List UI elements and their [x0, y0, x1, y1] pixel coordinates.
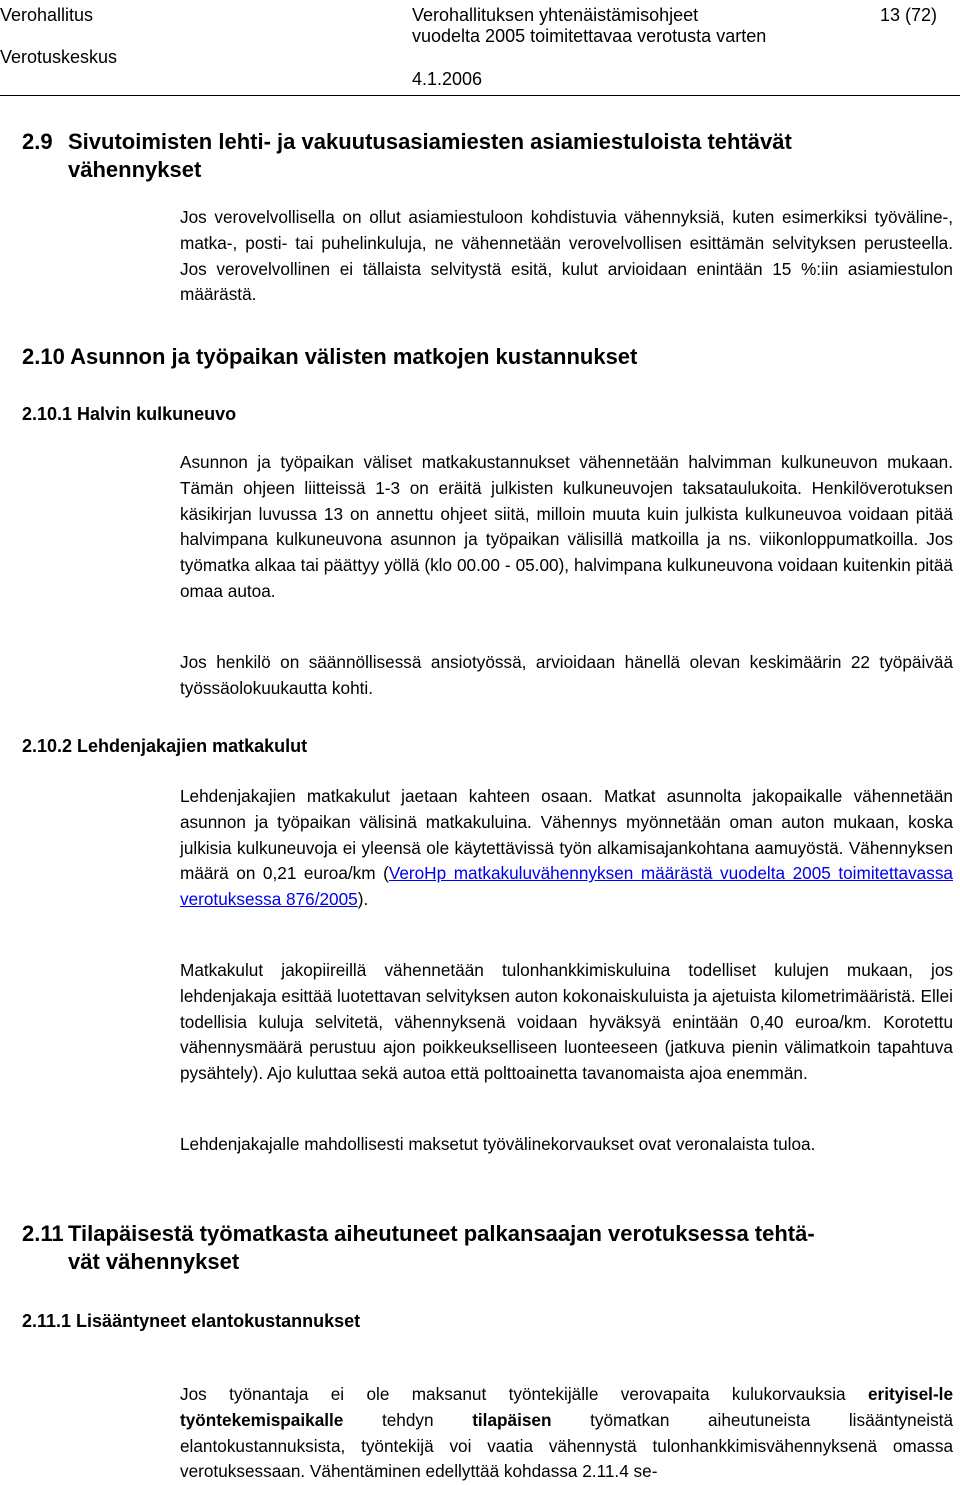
section-title-line2: vähennykset — [68, 157, 202, 182]
paragraph-2-10-1-1: Asunnon ja työpaikan väliset matkakustannukset vähennetään halvimman kulkuneuvon mukaan. Tämän ohjeen liitteissä 1-3 on eräitä julkisten kulkuneuvojen taksataulukoita. Henkilöverotuksen käsikirjan luvussa 13 on annettu ohjeet siitä, milloin muuta kuin julkista kulkuneuvoa voidaan pitää halvimpana kulkuneuvona asunnon ja työpaikan välisillä matkoilla ja ns. viikonloppumatkoilla. Jos työmatka alkaa tai päättyy yöllä (klo 00.00 - 05.00), halvimpana kulkuneuvona voidaan kuitenkin pitää omaa autoa. — [180, 452, 953, 601]
section-title-line1: Sivutoimisten lehti- ja vakuutusasiamiesten asiamiestuloista tehtävät — [68, 129, 792, 154]
paragraph-2-10-2-1 — [180, 784, 953, 913]
emphasis-text: tilapäisen — [472, 1409, 552, 1430]
emphasis-text: erityisel-le työntekemispaikalle — [180, 1384, 953, 1430]
section-title-line1: Tilapäisestä työmatkasta aiheutuneet palkansaajan verotuksessa tehtä- — [68, 1221, 815, 1246]
paragraph-text: työmatkan aiheutuneista lisääntyneistä elantokustannuksista, työntekijä voi vaatia vähennystä tulonhankkimisvähennyksenä omassa verotuksessaan. Vähentäminen edellyttää kohdassa 2.11.4 se- — [180, 1409, 953, 1482]
section-heading-2-9 — [22, 128, 937, 184]
header-title-line2: vuodelta 2005 toimitettavaa verotusta varten — [412, 26, 767, 46]
subsection-heading-2-10-2: 2.10.2 Lehdenjakajien matkakulut — [22, 736, 308, 756]
paragraph-text: tehdyn — [343, 1409, 473, 1430]
header-divider — [0, 95, 960, 96]
verohp-decision-link[interactable]: VeroHp matkakuluvähennyksen määrästä vuodelta 2005 toimitettavassa verotuksessa 876/2005 — [180, 863, 953, 910]
paragraph-text-start: Lehdenjakajien matkakulut jaetaan kahteen osaan. Matkat asunnolta jakopaikalle vähennetään asunnon ja työpaikan välisinä matkakuluina. Vähennys myönnetään oman auton mukaan, koska julkisia kulkuneuvoja ei yleensä ole käytettävissä työn alkamisajankohtana aamuyöstä. Vähennyksen määrä on 0,21 euroa/km ( — [180, 786, 953, 884]
paragraph-text: Jos työnantaja ei ole maksanut työntekijälle verovapaita kulukorvauksia — [180, 1384, 868, 1404]
header-unit: Verotuskeskus — [0, 47, 118, 67]
header-org: Verohallitus — [0, 5, 94, 25]
section-heading-2-10: 2.10 Asunnon ja työpaikan välisten matkojen kustannukset — [22, 344, 638, 369]
paragraph-2-10-2-3: Lehdenjakajalle mahdollisesti maksetut työvälinekorvaukset ovat veronalaista tuloa. — [180, 1134, 816, 1154]
paragraph-text-end: ). — [357, 889, 369, 910]
paragraph-2-11-1-1 — [180, 1382, 953, 1485]
paragraph-2-9-1: Jos verovelvollisella on ollut asiamiestuloon kohdistuvia vähennyksiä, kuten esimerkiksi työväline-, matka-, posti- tai puhelinkuluja, ne vähennetään verovelvollisen esittämän selvityksen perusteella. Jos verovelvollinen ei tällaista selvitystä esitä, kulut arvioidaan enintään 15 %:iin asiamiestulon määrästä. — [180, 207, 953, 305]
paragraph-2-10-1-2: Jos henkilö on säännöllisessä ansiotyössä, arvioidaan hänellä olevan keskimäärin 22 työpäivää työssäolokuukautta kohti. — [180, 652, 953, 698]
subsection-heading-2-10-1: 2.10.1 Halvin kulkuneuvo — [22, 404, 237, 424]
header-date: 4.1.2006 — [412, 69, 483, 89]
section-heading-2-11 — [22, 1220, 937, 1276]
header-title-line1: Verohallituksen yhtenäistämisohjeet — [412, 5, 699, 25]
section-title-line2: vät vähennykset — [68, 1249, 240, 1274]
paragraph-2-10-2-2: Matkakulut jakopiireillä vähennetään tulonhankkimiskuluina todelliset kulujen mukaan, jos lehdenjakaja esittää luotettavan selvityksen auton kokonaiskuluista ja ajetuista kilometrimääristä. Ellei todellisia kuluja selvitetä, vähennyksenä voidaan hyväksyä enintään 0,40 euroa/km. Korotettu vähennysmäärä perustuu ajon poikkeukselliseen luonteeseen (jatkuva pienin välimatkoin tapahtuva pysähtely). Ajo kuluttaa sekä autoa että polttoainetta tavanomaista ajoa enemmän. — [180, 960, 953, 1084]
subsection-heading-2-11-1: 2.11.1 Lisääntyneet elantokustannukset — [22, 1311, 361, 1331]
header-page-number: 13 (72) — [880, 5, 938, 25]
section-number: 2.11 — [22, 1221, 64, 1246]
section-number: 2.9 — [22, 129, 53, 154]
